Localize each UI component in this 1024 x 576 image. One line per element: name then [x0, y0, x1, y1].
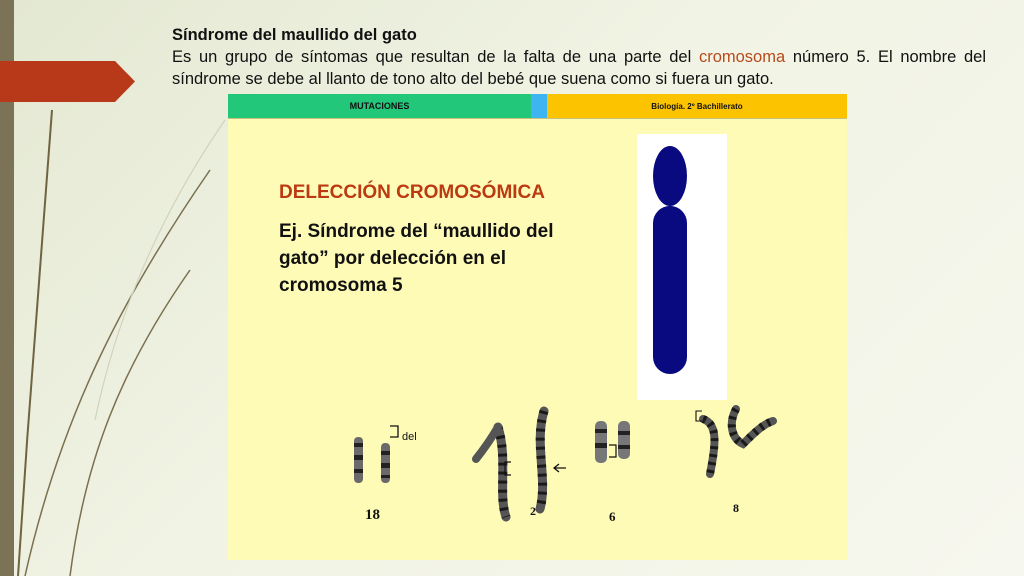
- deletion-title: DELECCIÓN CROMOSÓMICA: [279, 182, 545, 203]
- description-part-1: Es un grupo de síntomas que resultan de la falta de una parte del: [172, 48, 699, 66]
- description-part-2: número 5. El nombre del síndrome se debe al llanto de tono alto del bebé que suena como si fuera un gato.: [172, 48, 986, 88]
- karyotype-label-18: 18: [365, 507, 380, 523]
- chromosome-pair-8-icon: [696, 409, 773, 474]
- chromosome-diagram: [637, 134, 727, 400]
- header-mutaciones: MUTACIONES: [228, 94, 531, 118]
- description-highlight: cromosoma: [698, 48, 786, 66]
- accent-arrow-tab: [0, 61, 135, 102]
- embedded-slide-image: [228, 94, 847, 560]
- karyotype-label-8: 8: [733, 501, 739, 515]
- header-biologia: Biología. 2º Bachillerato: [547, 94, 847, 118]
- header-blue-divider: [531, 94, 547, 118]
- slide-text-block: [172, 24, 986, 90]
- slide-heading: Síndrome del maullido del gato: [172, 26, 417, 44]
- slide-description: [172, 46, 986, 90]
- header-rule: [228, 118, 847, 119]
- karyotype-label-2: 2: [530, 504, 536, 518]
- chromosome-icon: [637, 134, 727, 400]
- chromosome-pair-6-icon: [595, 421, 630, 463]
- karyotype-images: [348, 399, 788, 539]
- karyotype-label-6: 6: [609, 509, 616, 524]
- deletion-example: Ej. Síndrome del “maullido del gato” por delección en el cromosoma 5: [279, 221, 554, 296]
- chromosome-pair-2-icon: [476, 411, 566, 517]
- deletion-tag: del: [402, 431, 417, 443]
- chromosome-pair-18-icon: [354, 426, 398, 483]
